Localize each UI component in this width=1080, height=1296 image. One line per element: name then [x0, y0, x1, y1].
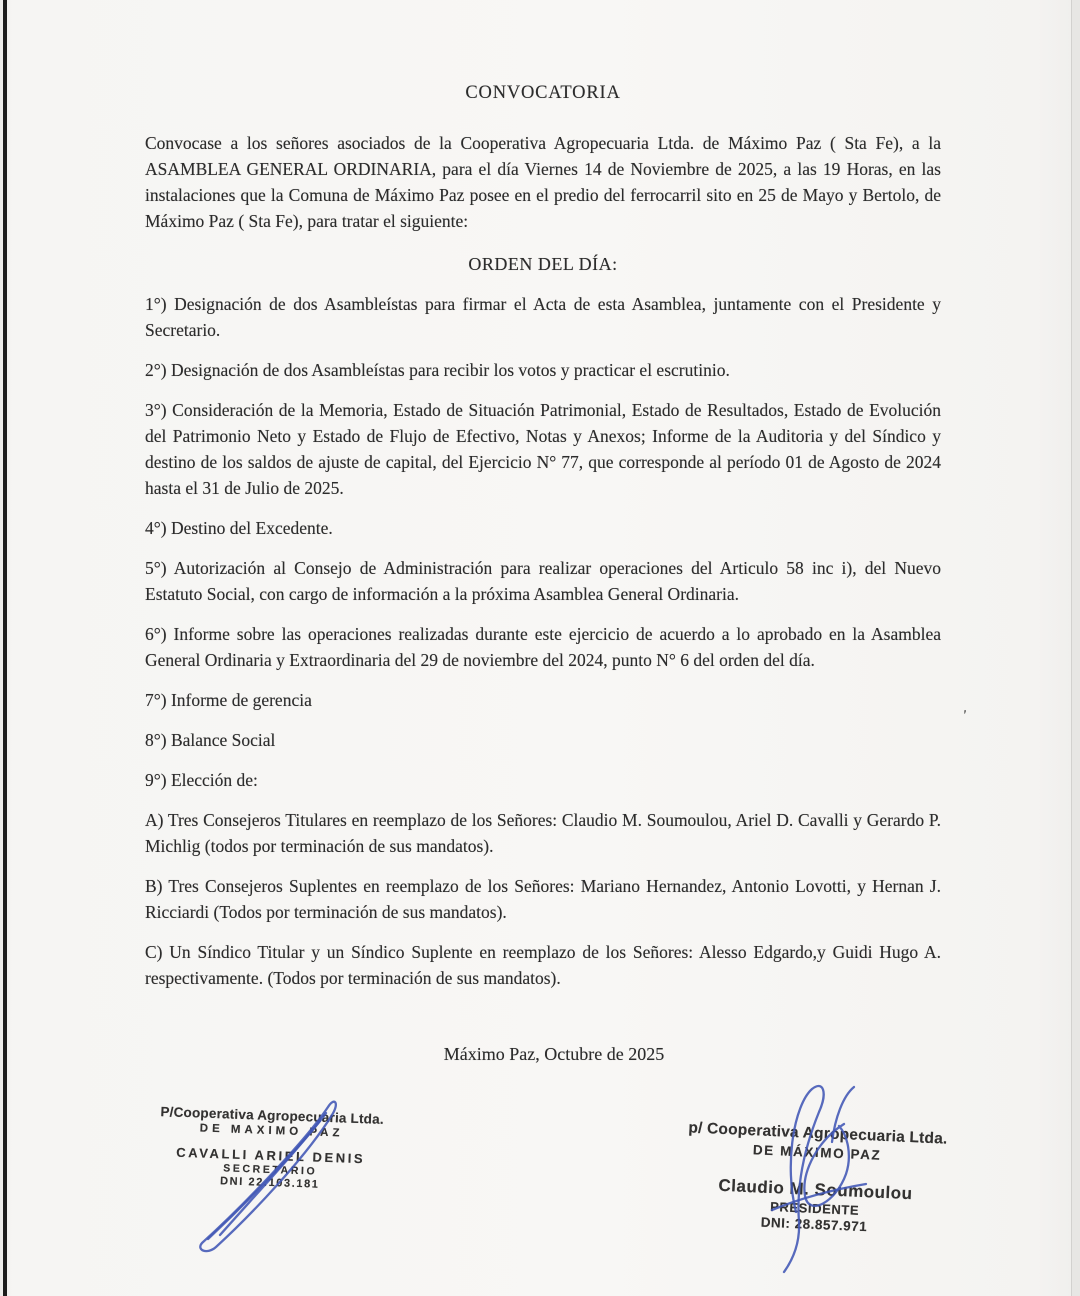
stamp-org-line2: DE MÁXIMO PAZ — [752, 1142, 882, 1163]
agenda-item-2: 2°) Designación de dos Asambleístas para recibir los votos y practicar el escrutinio. — [145, 360, 730, 380]
document-body — [145, 0, 941, 1067]
agenda-item-3: 3°) Consideración de la Memoria, Estado de Situación Patrimonial, Estado de Resultados, Estado de Evolución del Patrimonio Neto y Estado de Flujo de Efectivo, Notas y Anexos; Informe de la Auditoria y del Síndico y destino de los saldos de ajuste de capital, del Ejercicio N° 77, que corresponde al período 01 de Agosto de 2024 hasta el 31 de Julio de 2025. — [145, 400, 941, 498]
agenda-item-8: 8°) Balance Social — [145, 730, 276, 750]
agenda-item-1: 1°) Designación de dos Asambleístas para firmar el Acta de esta Asamblea, juntamente con el Presidente y Secretario. — [145, 294, 941, 340]
stray-ink-mark: ' — [961, 707, 967, 725]
stamp-president-name: Claudio M. Soumoulou — [718, 1175, 913, 1204]
signature-block-president — [660, 1118, 972, 1238]
stamp-secretary-role: SECRETARIO — [223, 1162, 318, 1178]
stamp-org-line1: P/Cooperativa Agropecuaria Ltda. — [160, 1104, 385, 1127]
election-item-a: A) Tres Consejeros Titulares en reemplazo de los Señores: Claudio M. Soumoulou, Ariel D. Cavalli y Gerardo P. Michlig (todos por terminación de sus mandatos). — [145, 810, 941, 856]
election-item-b: B) Tres Consejeros Suplentes en reemplazo de los Señores: Mariano Hernandez, Antonio Lovotti, y Hernan J. Ricciardi (Todos por terminación de sus mandatos). — [145, 876, 941, 922]
stamp-president-role: PRESIDENTE — [769, 1199, 860, 1218]
stamp-secretary-name: CAVALLI ARIEL DENIS — [176, 1144, 366, 1167]
election-item-c: C) Un Síndico Titular y un Síndico Suplente en reemplazo de los Señores: Alesso Edgardo,y Guidi Hugo A. respectivamente. (Todos por terminación de sus mandatos). — [145, 942, 941, 988]
dateline: Máximo Paz, Octubre de 2025 — [443, 1044, 665, 1064]
agenda-item-5: 5°) Autorización al Consejo de Administración para realizar operaciones del Articulo 58 inc i), del Nuevo Estatuto Social, con cargo de información a la próxima Asamblea General Ordinaria. — [145, 558, 941, 604]
document-title: CONVOCATORIA — [465, 83, 621, 103]
agenda-item-4: 4°) Destino del Excedente. — [145, 518, 333, 538]
stamp-secretary-dni: DNI 22.103.181 — [219, 1175, 320, 1191]
signature-block-secretary — [139, 1103, 404, 1193]
agenda-item-9: 9°) Elección de: — [145, 770, 258, 790]
agenda-item-7: 7°) Informe de gerencia — [145, 690, 312, 710]
agenda-heading: ORDEN DEL DÍA: — [468, 254, 618, 274]
intro-paragraph: Convocase a los señores asociados de la Cooperativa Agropecuaria Ltda. de Máximo Paz ( Sta Fe), a la ASAMBLEA GENERAL ORDINARIA, para el día Viernes 14 de Noviembre de 2025, a las 19 Horas, en las instalaciones que la Comuna de Máximo Paz posee en el predio del ferrocarril sito en 25 de Mayo y Bertolo, de Máximo Paz ( Sta Fe), para tratar el siguiente: — [145, 133, 941, 231]
scan-left-edge-line — [3, 0, 7, 1296]
agenda-item-6: 6°) Informe sobre las operaciones realizadas durante este ejercicio de acuerdo a lo aprobado en la Asamblea General Ordinaria y Extraordinaria del 29 de noviembre del 2024, punto N° 6 del orden del día. — [145, 624, 941, 670]
scan-right-edge — [1071, 0, 1080, 1296]
stamp-org-line1: p/ Cooperativa Agropecuaria Ltda. — [688, 1119, 948, 1148]
stamp-org-line2: DE MAXIMO PAZ — [199, 1122, 344, 1140]
stamp-president-dni: DNI: 28.857.971 — [760, 1214, 868, 1235]
